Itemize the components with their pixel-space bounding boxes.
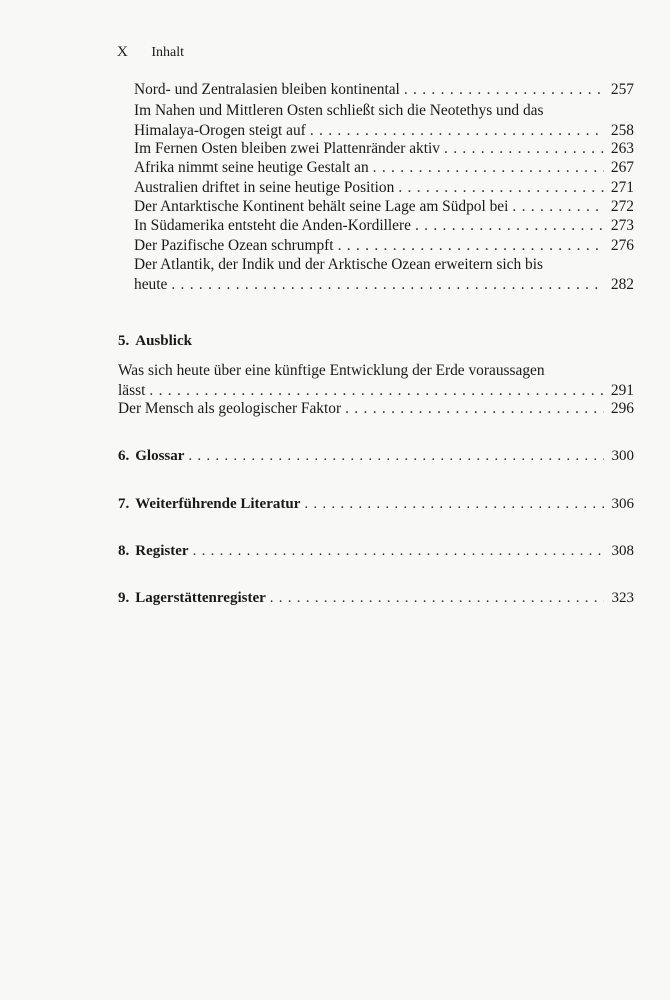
- chapter-page: 323: [611, 590, 634, 606]
- chapter-entry: [118, 588, 634, 608]
- toc-entry: [134, 255, 634, 295]
- toc-entry-page: 257: [610, 81, 634, 98]
- toc-entry-title-line: Im Nahen und Mittleren Osten schließt sich die Neotethys und das: [134, 102, 544, 119]
- leader-dots: [304, 494, 604, 514]
- chapter-number: 6.: [118, 448, 130, 464]
- leader-dots: [310, 121, 604, 141]
- toc-entry-title: Im Fernen Osten bleiben zwei Plattenränder aktiv: [134, 140, 441, 157]
- chapter-number: 5.: [118, 333, 130, 349]
- toc-entry-title: In Südamerika entsteht die Anden-Kordillere: [134, 217, 411, 234]
- chapter-title: Glossar: [135, 448, 185, 464]
- chapter-number: 7.: [118, 496, 130, 512]
- page-numeral: X: [117, 44, 128, 60]
- toc-entry-page: 271: [610, 179, 634, 196]
- toc-entry: [134, 80, 634, 100]
- toc-entry-page: 273: [610, 217, 634, 234]
- toc-entry: [134, 216, 634, 236]
- toc-entry-title: Der Pazifische Ozean schrumpft: [134, 237, 334, 254]
- toc-entry-page: 258: [610, 122, 634, 139]
- toc-entry-title: lässt: [118, 382, 146, 399]
- toc-entry-title-line: Der Atlantik, der Indik und der Arktische Ozean erweitern sich bis: [134, 256, 544, 273]
- leader-dots: [338, 236, 604, 256]
- toc-entry-page: 296: [610, 400, 634, 417]
- toc-entry-title: Nord- und Zentralasien bleiben kontinental: [134, 81, 400, 98]
- leader-dots: [512, 197, 604, 217]
- leader-dots: [188, 446, 604, 466]
- chapter-entry: [118, 446, 634, 466]
- toc-entry: [134, 178, 634, 198]
- toc-entry: [134, 236, 634, 256]
- toc-entry: [134, 158, 634, 178]
- chapter-entry: [118, 494, 634, 514]
- leader-dots: [270, 588, 604, 608]
- toc-entry-page: 276: [610, 237, 634, 254]
- running-head: [117, 44, 184, 61]
- leader-dots: [193, 541, 604, 561]
- chapter-title: Ausblick: [135, 333, 192, 349]
- toc-entry: [118, 399, 634, 419]
- chapter-page: 306: [611, 496, 634, 512]
- toc-entry-title: Himalaya-Orogen steigt auf: [134, 122, 306, 139]
- toc-entry-title: Australien driftet in seine heutige Position: [134, 179, 395, 196]
- chapter-entry: [118, 541, 634, 561]
- toc-entry-page: 267: [610, 159, 634, 176]
- toc-entry-page: 291: [610, 382, 634, 399]
- running-title: Inhalt: [151, 45, 184, 60]
- chapter-title: Lagerstättenregister: [135, 590, 266, 606]
- chapter-heading: [118, 331, 634, 351]
- chapter-number: 8.: [118, 543, 130, 559]
- leader-dots: [149, 381, 604, 401]
- toc-entry: [134, 101, 634, 141]
- leader-dots: [171, 275, 604, 295]
- leader-dots: [345, 399, 604, 419]
- leader-dots: [373, 158, 604, 178]
- toc-entry: [118, 361, 634, 401]
- toc-entry-title: heute: [134, 276, 168, 293]
- chapter-title: Weiterführende Literatur: [135, 496, 301, 512]
- chapter-page: 300: [611, 448, 634, 464]
- toc-entry-page: 272: [610, 198, 634, 215]
- toc-entry-title: Afrika nimmt seine heutige Gestalt an: [134, 159, 369, 176]
- toc-entry-page: 282: [610, 276, 634, 293]
- leader-dots: [404, 80, 604, 100]
- chapter-number: 9.: [118, 590, 130, 606]
- toc-entry-title: Der Antarktische Kontinent behält seine Lage am Südpol bei: [134, 198, 509, 215]
- leader-dots: [444, 139, 604, 159]
- toc-entry-title: Der Mensch als geologischer Faktor: [118, 400, 342, 417]
- chapter-title: Register: [135, 543, 189, 559]
- leader-dots: [415, 216, 604, 236]
- toc-entry-title-line: Was sich heute über eine künftige Entwicklung der Erde voraussagen: [118, 362, 545, 379]
- chapter-page: 308: [611, 543, 634, 559]
- toc-entry: [134, 197, 634, 217]
- toc-entry-page: 263: [610, 140, 634, 157]
- leader-dots: [398, 178, 604, 198]
- toc-entry: [134, 139, 634, 159]
